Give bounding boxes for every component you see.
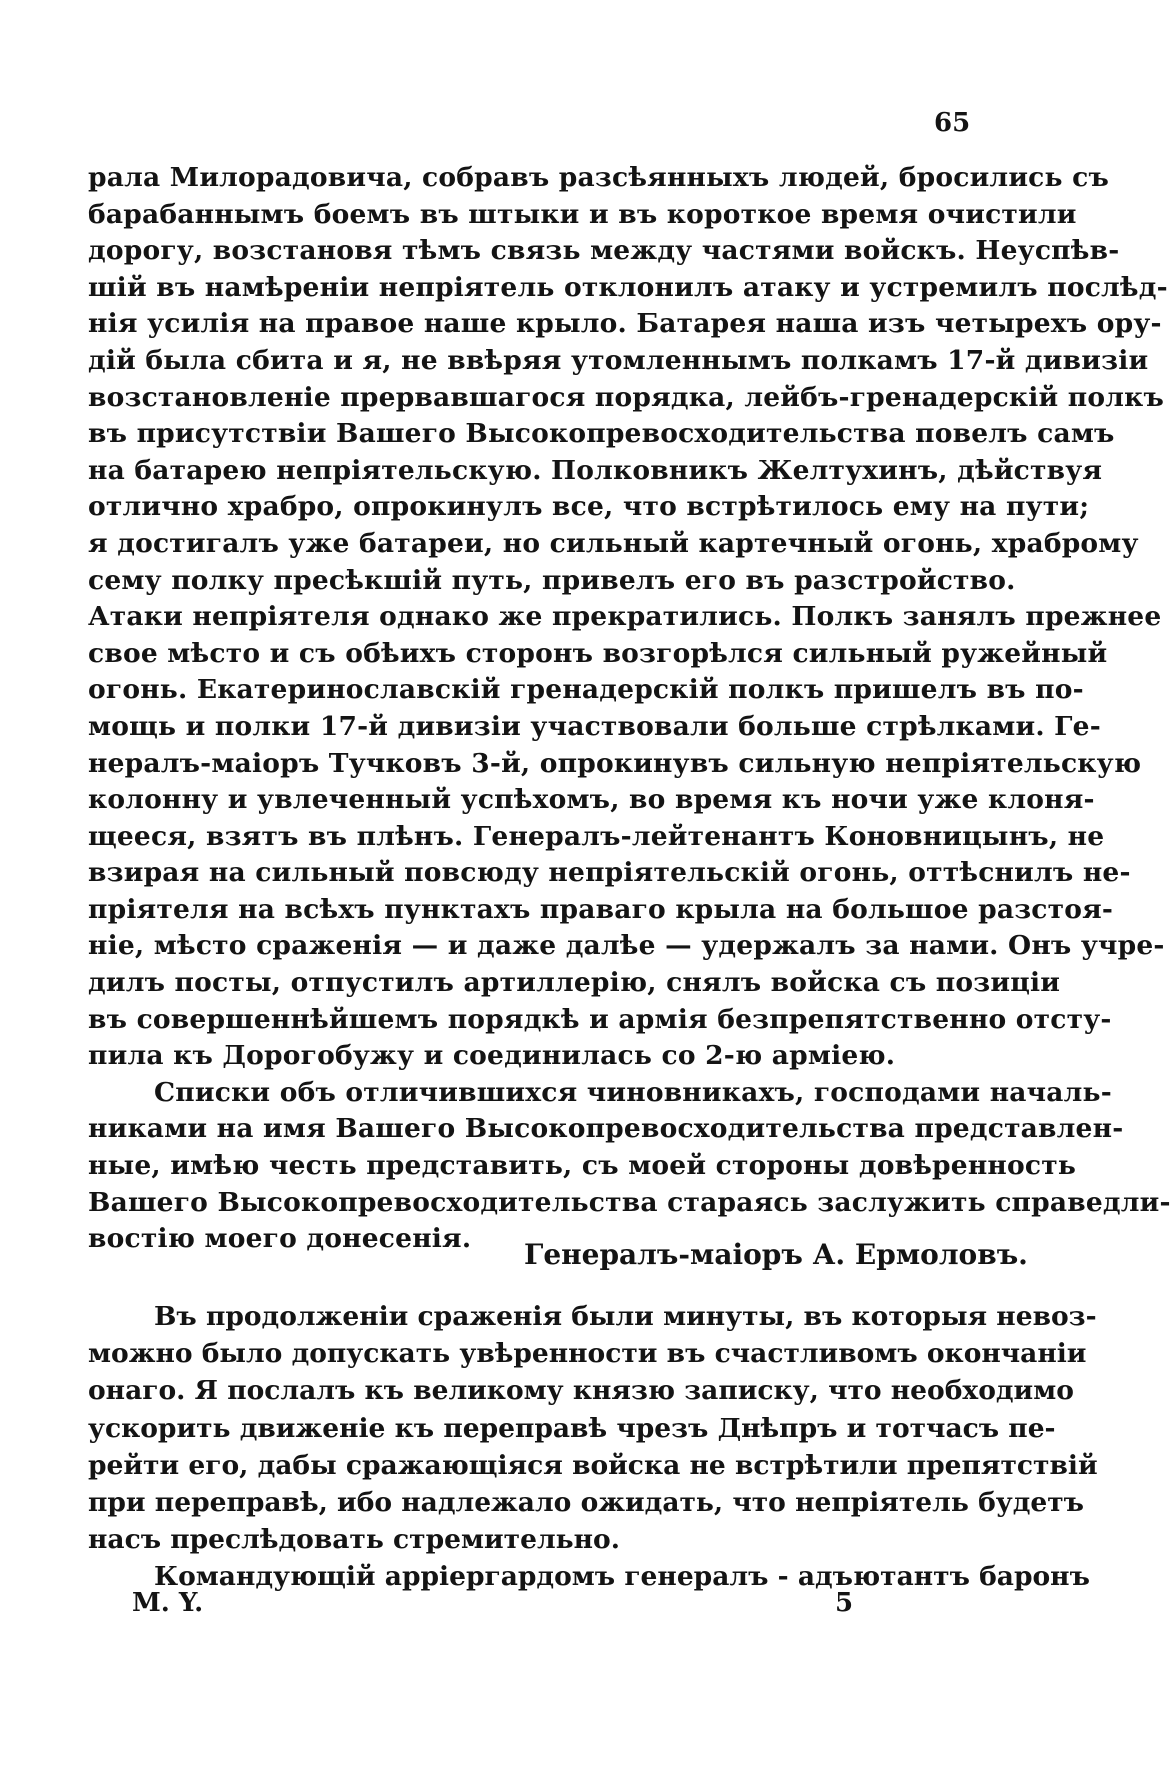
paragraph-2	[88, 1075, 1171, 1258]
signature: Генералъ-маіоръ А. Ермоловъ.	[524, 1238, 1028, 1271]
text-line: огонь. Екатеринославскій гренадерскій полкъ пришелъ въ по-	[88, 674, 1084, 706]
text-line: дорогу, возстановя тѣмъ связь между частями войскъ. Неуспѣв-	[88, 235, 1120, 267]
text-line: въ совершеннѣйшемъ порядкѣ и армія безпрепятственно отсту-	[88, 1003, 1112, 1035]
text-line: можно было допускать увѣренности въ счастливомъ окончаніи	[88, 1338, 1087, 1370]
text-line: шій въ намѣреніи непріятель отклонилъ атаку и устремилъ послѣд-	[88, 271, 1168, 303]
text-line: возстановленіе прервавшагося порядка, лейбъ-гренадерскій полкъ	[88, 381, 1165, 413]
paragraph-3	[88, 1298, 1098, 1558]
text-line: ускорить движеніе къ переправѣ чрезъ Днѣпръ и тотчасъ пе-	[88, 1412, 1056, 1444]
text-line: взирая на сильный повсюду непріятельскій огонь, оттѣснилъ не-	[88, 857, 1131, 889]
signature-mark: М. Y.	[132, 1588, 204, 1618]
body-text	[88, 160, 1171, 1258]
text-line: пріятеля на всѣхъ пунктахъ праваго крыла на большое разстоя-	[88, 893, 1114, 925]
text-line: востію моего донесенія.	[88, 1223, 472, 1255]
text-line: отлично храбро, опрокинулъ все, что встрѣтилось ему на пути;	[88, 491, 1090, 523]
text-line: нія усилія на правое наше крыло. Батарея наша изъ четырехъ ору-	[88, 308, 1162, 340]
text-line: Списки объ отличившихся чиновникахъ, господами началь-	[154, 1076, 1112, 1108]
page-number: 65	[934, 108, 971, 138]
text-line: рейти его, дабы сражающіяся войска не встрѣтили препятствій	[88, 1449, 1098, 1481]
text-line: щееся, взятъ въ плѣнъ. Генералъ-лейтенантъ Коновницынъ, не	[88, 820, 1105, 852]
text-line: въ присутствіи Вашего Высокопревосходительства повелъ самъ	[88, 418, 1115, 450]
text-line: никами на имя Вашего Высокопревосходительства представлен-	[88, 1113, 1124, 1145]
text-line: Командующій арріергардомъ генералъ - адъютантъ баронъ	[154, 1561, 1090, 1593]
text-line: нералъ-маіоръ Тучковъ 3-й, опрокинувъ сильную непріятельскую	[88, 747, 1142, 779]
body-text-continued	[88, 1298, 1098, 1596]
text-line: ные, имѣю честь представить, съ моей стороны довѣренность	[88, 1150, 1077, 1182]
text-line: сему полку пресѣкшій путь, привелъ его въ разстройство.	[88, 564, 1016, 596]
text-line: дилъ посты, отпустилъ артиллерію, снялъ войска съ позиціи	[88, 967, 1061, 999]
text-line: колонну и увлеченный успѣхомъ, во время къ ночи уже клоня-	[88, 784, 1095, 816]
sheet-number: 5	[835, 1588, 854, 1618]
text-line: пила къ Дорогобужу и соединилась со 2-ю арміею.	[88, 1040, 896, 1072]
text-line: ніе, мѣсто сраженія — и даже далѣе — удержалъ за нами. Онъ учре-	[88, 930, 1165, 962]
text-line: онаго. Я послалъ къ великому князю записку, что необходимо	[88, 1375, 1074, 1407]
text-line: я достигалъ уже батареи, но сильный картечный огонь, храброму	[88, 527, 1139, 559]
text-line: мощь и полки 17-й дивизіи участвовали больше стрѣлками. Ге-	[88, 710, 1101, 742]
text-line: Атаки непріятеля однако же прекратились. Полкъ занялъ прежнее	[88, 601, 1162, 633]
text-line: рала Милорадовича, собравъ разсѣянныхъ людей, бросились съ	[88, 162, 1109, 193]
paragraph-4	[88, 1558, 1090, 1595]
text-line: при переправѣ, ибо надлежало ожидать, что непріятель будетъ	[88, 1486, 1084, 1518]
text-line: на батарею непріятельскую. Полковникъ Желтухинъ, дѣйствуя	[88, 454, 1103, 486]
paragraph-1	[88, 160, 1168, 1075]
text-line: Въ продолженіи сраженія были минуты, въ которыя невоз-	[154, 1301, 1097, 1332]
text-line: свое мѣсто и съ обѣихъ сторонъ возгорѣлся сильный ружейный	[88, 637, 1108, 669]
text-line: насъ преслѣдовать стремительно.	[88, 1524, 620, 1556]
text-line: барабаннымъ боемъ въ штыки и въ короткое время очистили	[88, 198, 1077, 230]
text-line: дій была сбита и я, не ввѣряя утомленнымъ полкамъ 17-й дивизіи	[88, 344, 1149, 376]
text-line: Вашего Высокопревосходительства стараясь заслужить справедли-	[88, 1186, 1171, 1218]
